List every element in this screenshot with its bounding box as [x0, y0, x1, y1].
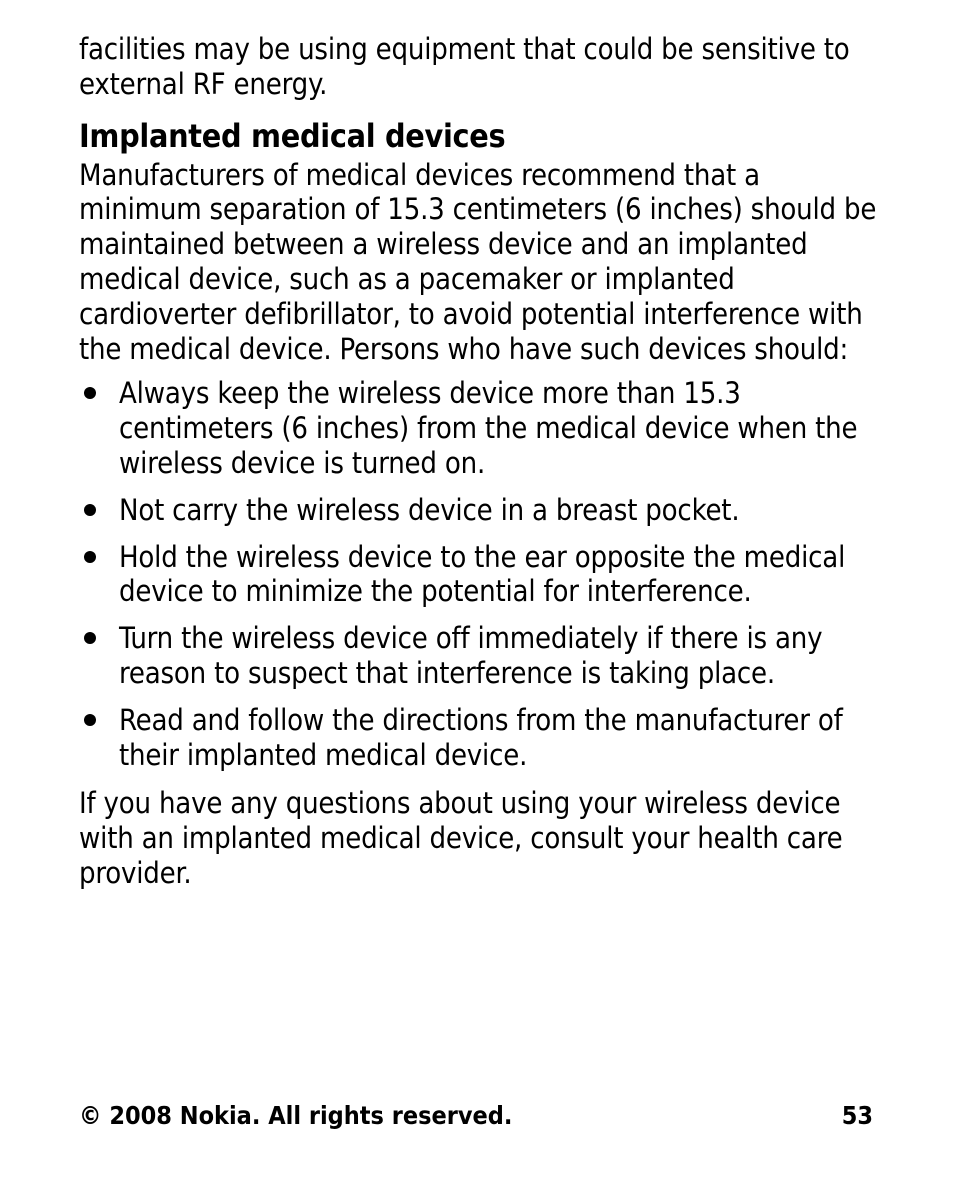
list-item [79, 540, 879, 610]
list-item [79, 493, 879, 528]
page-number: 53 [841, 1101, 873, 1130]
body-paragraph: Manufacturers of medical devices recommend that a minimum separation of 15.3 centimeters (6 inches) should be maintained between a wireless device and an implanted medical device, such as a pacemaker or implanted cardioverter defibrillator, to avoid potential interference with the medical device. Persons who have such devices should: [79, 157, 877, 366]
bullet-icon [84, 714, 96, 726]
section-heading: Implanted medical devices [79, 116, 506, 155]
bullet-icon [84, 632, 96, 644]
list-item [79, 376, 879, 480]
copyright-notice: © 2008 Nokia. All rights reserved. [79, 1101, 513, 1130]
bullet-text: Turn the wireless device off immediately if there is any reason to suspect that interference is taking place. [119, 621, 823, 690]
list-item [79, 621, 879, 691]
closing-paragraph: If you have any questions about using your wireless device with an implanted medical device, consult your health care provider. [79, 786, 843, 890]
bullet-icon [84, 504, 96, 516]
bullet-text: Always keep the wireless device more than 15.3 centimeters (6 inches) from the medical device when the wireless device is turned on. [119, 376, 858, 480]
document-page [79, 32, 879, 891]
bullet-text: Read and follow the directions from the manufacturer of their implanted medical device. [119, 702, 843, 772]
bullet-text: Not carry the wireless device in a breast pocket. [119, 492, 740, 527]
bullet-text: Hold the wireless device to the ear opposite the medical device to minimize the potential for interference. [119, 539, 846, 609]
list-item [79, 703, 879, 773]
bullet-list [79, 376, 879, 772]
page-footer [79, 1098, 873, 1134]
bullet-icon [84, 387, 96, 399]
intro-paragraph: facilities may be using equipment that could be sensitive to external RF energy. [79, 32, 850, 101]
bullet-icon [84, 551, 96, 563]
